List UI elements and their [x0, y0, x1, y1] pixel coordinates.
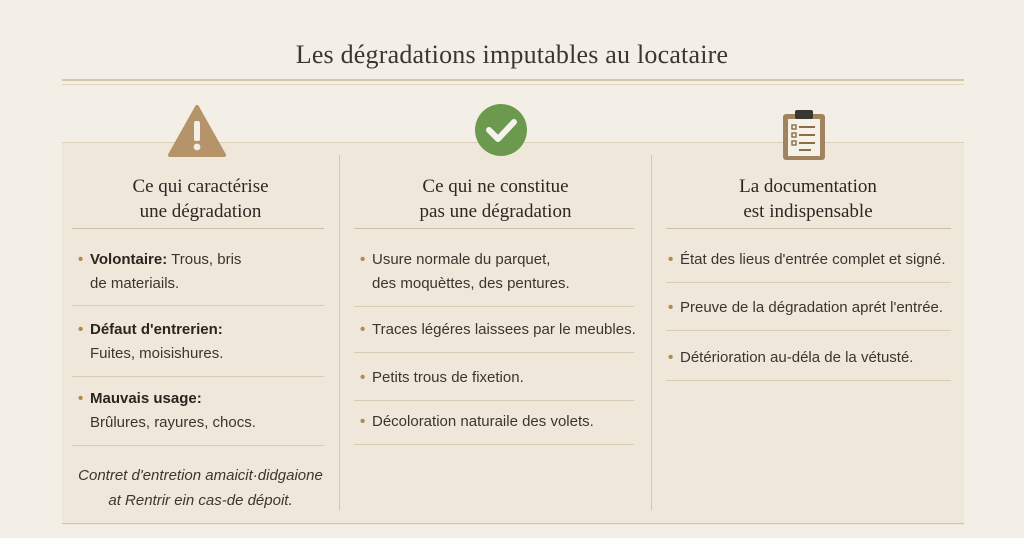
list-item: • Traces légéres laissees par le meubles. — [360, 321, 636, 338]
item-rule — [354, 444, 634, 445]
column-degradation — [62, 142, 339, 522]
footnote: Contret d'entretion amaicit·didgaione at Rentrir ein cas-de dépoit. — [78, 467, 323, 509]
title-rule-thin — [62, 84, 964, 85]
list-item: • Mauvais usage: Brûlures, rayures, chocs. — [78, 390, 256, 431]
list-item: • Petits trous de fixetion. — [360, 369, 524, 386]
list-item: • Volontaire: Trous, bris de materiails. — [78, 251, 242, 292]
item-rule — [666, 330, 951, 331]
list-item: • Défaut d'entrerien: Fuites, moisishures. — [78, 321, 224, 362]
list-item: • Détérioration au-déla de la vétusté. — [668, 349, 914, 366]
heading-rule — [666, 228, 951, 229]
item-rule — [354, 352, 634, 353]
column-non-degradation — [340, 142, 651, 522]
title-rule — [62, 79, 964, 81]
column-heading: Ce qui ne constitue pas une dégradation — [419, 176, 572, 222]
item-rule — [666, 282, 951, 283]
page-title: Les dégradations imputables au locataire — [295, 40, 729, 69]
item-rule — [666, 380, 951, 381]
column-documentation — [652, 142, 964, 522]
list-item: • Décoloration naturaile des volets. — [360, 413, 594, 430]
heading-rule — [72, 228, 324, 229]
item-rule — [72, 445, 324, 446]
bottom-rule — [62, 523, 964, 524]
column-heading: Ce qui caractérise une dégradation — [132, 176, 269, 222]
item-rule — [72, 305, 324, 306]
column-heading: La documentation est indispensable — [739, 176, 877, 222]
list-item: • État des lieus d'entrée complet et signé. — [668, 251, 946, 268]
item-rule — [354, 306, 634, 307]
heading-rule — [354, 228, 634, 229]
item-rule — [72, 376, 324, 377]
item-rule — [354, 400, 634, 401]
list-item: • Preuve de la dégradation aprét l'entrée. — [668, 299, 944, 316]
list-item: • Usure normale du parquet, des moquèttes, des pentures. — [360, 251, 570, 292]
